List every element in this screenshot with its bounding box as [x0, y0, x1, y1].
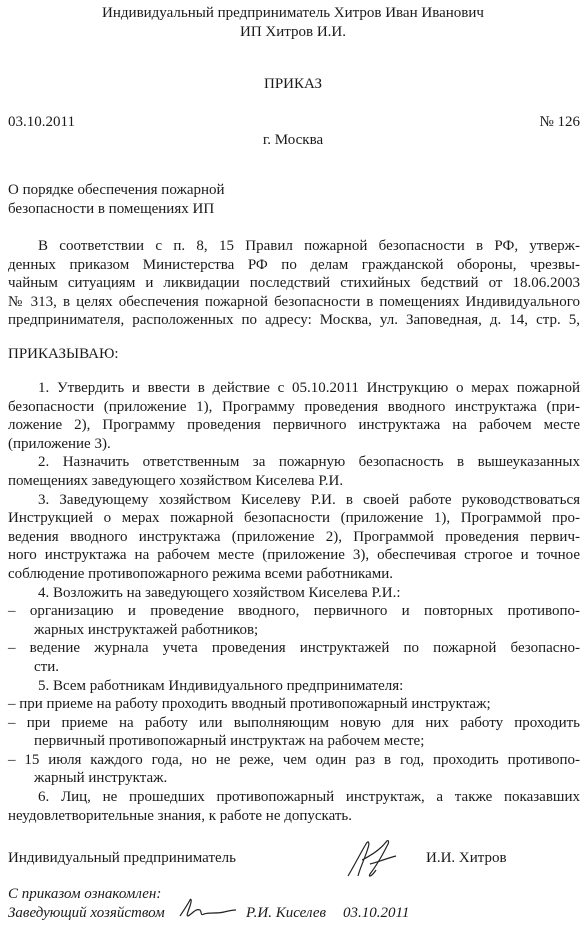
preamble-line: В соответствии с п. 8, 15 Правил пожарной безопасности в РФ, утверж-: [38, 238, 580, 254]
acknowledgement-label: С приказом ознакомлен:: [8, 886, 162, 902]
doc-title: ПРИКАЗ: [264, 76, 322, 92]
item-line: соблюдение противопожарного режима всеми работниками.: [8, 565, 394, 582]
item-line: ного инструктажа на рабочем месте (приложение 3), обеспечивая строгое и точное: [8, 547, 580, 564]
item-line: жарных инструктажей работников;: [34, 621, 259, 638]
item-line: – ведение журнала учета проведения инструктажей по пожарной безопасно-: [8, 640, 580, 657]
item-line: – при приеме на работу проходить вводный противопожарный инструктаж;: [8, 696, 491, 713]
item-line: жарный инструктаж.: [34, 770, 168, 787]
doc-city: г. Москва: [262, 132, 324, 148]
item-line: Инструкцией о мерах пожарной безопасности (приложение 1), Программой про-: [8, 510, 580, 527]
header-line-1: Индивидуальный предприниматель Хитров Иван Иванович: [102, 5, 484, 21]
preamble-line: чайным ситуациям и ликвидации последствий стихийных бедствий от 18.06.2003: [8, 275, 580, 292]
item-line: – при приеме на работу или выполняющим новую для них работу проходить: [8, 714, 580, 731]
item-line: 4. Возложить на заведующего хозяйством Киселева Р.И.:: [38, 584, 401, 601]
subject-line: безопасности в помещениях ИП: [8, 200, 215, 217]
item-line: (приложение 3).: [8, 435, 111, 452]
director-signature: [340, 836, 410, 884]
item-line: 6. Лиц, не прошедших противопожарный инструктаж, а также показавших: [38, 789, 580, 806]
order-items: [8, 379, 580, 825]
item-line: первичный противопожарный инструктаж на рабочем месте;: [34, 733, 425, 750]
item-line: – организацию и проведение вводного, первичного и повторных противопо-: [8, 603, 580, 620]
acknowledgement-name: Р.И. Киселев: [246, 905, 327, 921]
preamble: [8, 237, 580, 330]
item-line: – 15 июля каждого года, но не реже, чем один раз в год, проходить противопо-: [8, 751, 580, 768]
item-line: ведения вводного инструктажа (приложение 2), Программой проведения первич-: [8, 528, 580, 545]
item-line: помещениях заведующего хозяйством Киселева Р.И.: [8, 472, 344, 489]
item-line: 3. Заведующему хозяйством Киселеву Р.И. в своей работе руководствоваться: [38, 491, 580, 508]
signature-name: И.И. Хитров: [426, 850, 507, 866]
acknowledgement-position: Заведующий хозяйством: [8, 905, 165, 921]
preamble-line: денных приказом Министерства РФ по делам гражданской обороны, чрезвы-: [8, 256, 580, 273]
doc-date: 03.10.2011: [8, 114, 75, 130]
preamble-line: предпринимателя, расположенных по адресу: Москва, ул. Заповедная, д. 14, стр. 5,: [8, 312, 580, 329]
acknowledgement-date: 03.10.2011: [343, 905, 410, 921]
doc-subject: [8, 181, 580, 218]
item-line: 2. Назначить ответственным за пожарную безопасность в вышеуказанных: [38, 454, 580, 471]
item-line: сти.: [34, 658, 59, 675]
item-line: 5. Всем работникам Индивидуального предпринимателя:: [38, 677, 404, 694]
order-word: ПРИКАЗЫВАЮ:: [8, 346, 119, 362]
item-line: неудовлетворительные знания, к работе не допускать.: [8, 807, 353, 824]
item-line: 1. Утвердить и ввести в действие с 05.10.2011 Инструкцию о мерах пожарной: [38, 380, 580, 396]
doc-number: № 126: [539, 114, 580, 130]
item-line: безопасности (приложение 1), Программу проведения вводного инструктажа (при-: [8, 398, 580, 415]
preamble-line: № 313, в целях обеспечения пожарной безопасности в помещениях Индивидуального: [8, 293, 580, 310]
employee-signature: [176, 896, 238, 922]
signature-position: Индивидуальный предприниматель: [8, 850, 236, 866]
item-line: ложение 2), Программу проведения первичного инструктажа на рабочем месте: [8, 417, 580, 434]
subject-line: О порядке обеспечения пожарной: [8, 182, 225, 198]
header-line-2: ИП Хитров И.И.: [239, 24, 346, 40]
